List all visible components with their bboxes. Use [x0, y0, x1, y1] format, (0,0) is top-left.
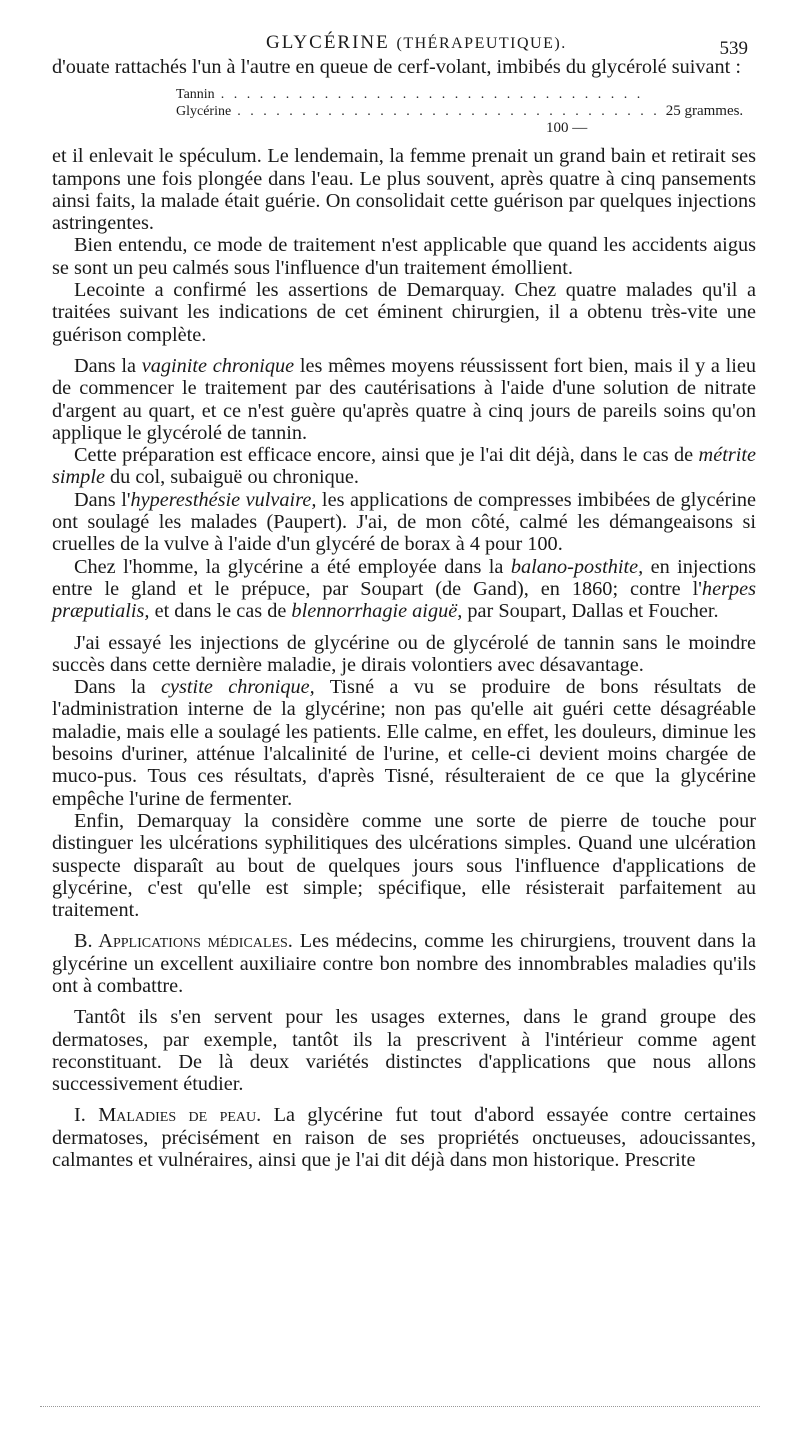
paragraph-10: Enfin, Demarquay la considère comme une sorte de pierre de touche pour distinguer les ulcérations syphilitiques des ulcérations simples. Quand une ulcération suspecte disparaît au bout de quelques jours sous l'influence d'applications de glycérine, c'est qu'elle est simple; spécifique, elle résisterait parfaitement au traitement.: [52, 809, 756, 922]
page-number: 539: [719, 38, 748, 59]
paragraph-1: et il enlevait le spéculum. Le lendemain, la femme prenait un grand bain et retirait ses tampons une fois plongée dans l'eau. Le plus souvent, après quatre à cinq pansements ainsi faits, la malade était guérie. On consolidait cette guérison par quelques injections astringentes.: [52, 145, 756, 235]
text-run: Cette préparation est efficace encore, ainsi que je l'ai dit déjà, dans le cas de: [74, 444, 699, 467]
paragraph-13: [52, 1104, 756, 1171]
paragraph-7: [52, 556, 756, 623]
text-run: les mêmes moyens réussissent fort bien, mais il y a lieu de commencer le traitement par des cautérisations à l'aide d'une solution de nitrate d'argent au quart, et ce n'est guère qu'après quatre à cinq jours de pareils soins qu'on applique le glycérolé de tannin.: [52, 354, 756, 444]
text-run: du col, subaiguë ou chronique.: [104, 466, 359, 489]
text-run: La glycérine fut tout d'abord essayée contre certaines dermatoses, précisément en raison de ses propriétés onctueuses, adoucissantes, calmantes et vulnéraires, ainsi que je l'ai dit déjà dans mon historique. Prescrite: [52, 1104, 756, 1172]
italic-term: hyperesthésie vulvaire,: [130, 488, 317, 511]
text-run: par Soupart, Dallas et Foucher.: [462, 600, 719, 623]
text-run: Dans la: [74, 354, 142, 377]
leader-dots: . . . . . . . . . . . . . . . . . . . . . . . . . . . . . . . . .: [237, 104, 660, 120]
footer-rule: [40, 1406, 760, 1407]
ingredient-qty: 25 grammes.: [665, 103, 744, 120]
paragraph-8: J'ai essayé les injections de glycérine ou de glycérolé de tannin sans le moindre succès dans cette dernière maladie, je dirais volontiers avec désavantage.: [52, 631, 756, 676]
paragraph-3: Lecointe a confirmé les assertions de Demarquay. Chez quatre malades qu'il a traitées suivant les indications de cet éminent chirurgien, il a obtenu très-vite une guérison complète.: [52, 279, 756, 346]
paragraph-6: [52, 489, 756, 556]
section-heading: I. Maladies de peau.: [74, 1104, 262, 1127]
running-header: [52, 30, 756, 59]
ingredient-name: Tannin: [176, 87, 215, 103]
text-run: Chez l'homme, la glycérine a été employée dans la: [74, 555, 511, 578]
title-subtitle: (THÉRAPEUTIQUE).: [396, 35, 567, 52]
text-run: en injections entre le gland et le prépuce, par Soupart (de Gand), en 1860; contre l': [52, 555, 757, 600]
text-run: et dans le cas de: [149, 600, 292, 623]
recipe-table: [176, 86, 744, 137]
text-run: Tisné a vu se produire de bons résultats de l'administration interne de la glycérine; non pas qu'elle ait guéri cette désagréable maladie, mais elle a soulagé les patients. Elle calme, en effet, les douleurs, diminue les besoins d'uriner, atténue l'alcalinité de l'urine, et celle-ci devient moins chargée de muco-pus. Tous ces résultats, d'après Tisné, résulteraient de ce que la glycérine empêche l'urine de fermenter.: [52, 676, 756, 810]
paragraph-2: Bien entendu, ce mode de traitement n'est applicable que quand les accidents aigus se sont un peu calmés sous l'influence d'un traitement émollient.: [52, 234, 756, 279]
italic-term: herpes præputialis,: [52, 577, 756, 623]
italic-term: balano-posthite,: [510, 555, 644, 578]
paragraph-9: [52, 676, 756, 810]
paragraph-5: [52, 444, 756, 489]
ingredient-qty: 100 —: [546, 120, 588, 137]
italic-term: métrite simple: [52, 444, 756, 489]
running-title: [266, 32, 567, 54]
text-run: Dans la: [74, 676, 162, 699]
recipe-row: [176, 120, 656, 137]
text-run: les applications de compresses imbibées de glycérine ont soulagé les malades (Paupert). J'ai, de mon côté, calmé les démangeaisons si cruelles de la vulve à l'aide d'un glycéré de borax à 4 pour 100.: [52, 488, 757, 556]
text-run: Les médecins, comme les chirurgiens, trouvent dans la glycérine un excellent auxiliaire contre bon nombre des innombrables maladies qu'ils ont à combattre.: [52, 930, 756, 997]
italic-term: cystite chronique,: [161, 676, 315, 699]
paragraph-11: [52, 930, 756, 997]
text-run: Dans l': [74, 488, 131, 511]
recipe-row: [176, 86, 656, 103]
paragraph-4: [52, 355, 756, 444]
italic-term: vaginite chronique: [141, 354, 295, 377]
recipe-row: [176, 103, 744, 120]
italic-term: blennorrhagie aiguë,: [291, 600, 463, 623]
ingredient-name: Glycérine: [176, 104, 232, 120]
paragraph-12: Tantôt ils s'en servent pour les usages externes, dans le grand groupe des dermatoses, par exemple, tantôt ils la prescrivent à l'intérieur comme agent reconstituant. De là deux variétés distinctes d'applications que nous allons successivement étudier.: [52, 1006, 756, 1096]
leader-dots: . . . . . . . . . . . . . . . . . . . . . . . . . . . . . . . . .: [220, 87, 644, 103]
section-heading: B. Applications médicales.: [74, 930, 293, 953]
paragraph-0: d'ouate rattachés l'un à l'autre en queue de cerf-volant, imbibés du glycérolé suivant :: [52, 56, 741, 78]
title-text: GLYCÉRINE: [266, 32, 390, 53]
